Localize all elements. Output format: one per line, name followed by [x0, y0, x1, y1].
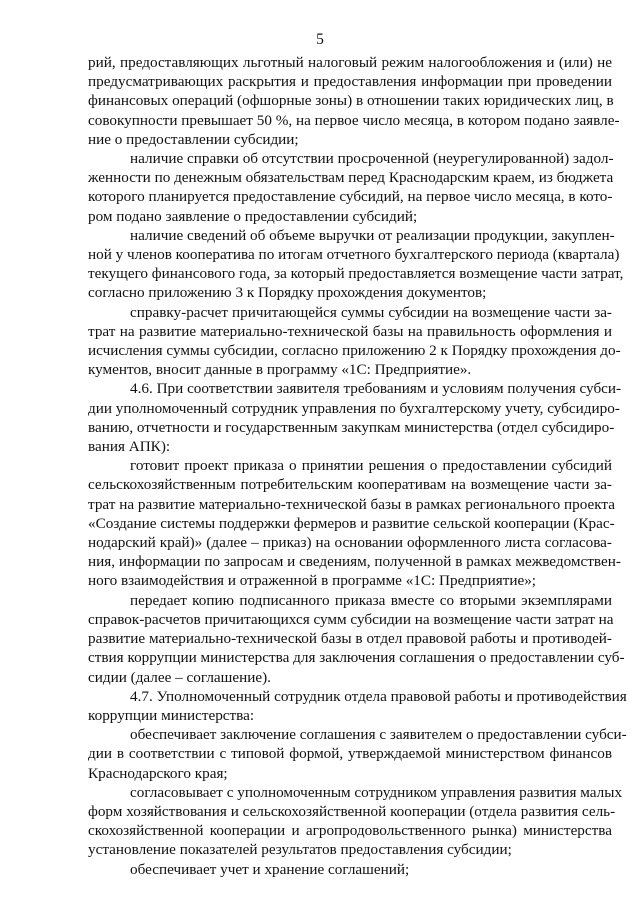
text-line: готовит проект приказа о принятии решения о предоставлении субсидий — [130, 457, 612, 475]
paragraph — [88, 53, 620, 149]
text-line: 4.7. Уполномоченный сотрудник отдела правовой работы и противодействия — [130, 687, 627, 705]
text-line: исчисления суммы субсидии, согласно приложению 2 к Порядку прохождения до- — [88, 342, 621, 360]
paragraph — [88, 149, 612, 226]
text-line: вания АПК): — [88, 438, 171, 456]
text-line: трат на развитие материально-технической базы на правильность оформления и — [88, 322, 612, 340]
text-line: финансовых операций (офшорные зоны) в отношении таких юридических лиц, в — [88, 92, 614, 110]
text-line: дии уполномоченный сотрудник управления по бухгалтерскому учету, субсидиро- — [88, 399, 620, 417]
text-line: которого планируется предоставление субсидий, на первое число месяца, в кото- — [88, 188, 613, 206]
text-line: сельскохозяйственным потребительским кооперативам на возмещение части за- — [88, 476, 612, 494]
text-line: согласно приложению 3 к Порядку прохождения документов; — [88, 284, 487, 302]
text-line: установление показателей результатов предоставления субсидии; — [88, 841, 512, 859]
paragraph — [88, 456, 621, 590]
text-line: текущего финансового года, за который предоставляется возмещение части затрат, — [88, 265, 624, 283]
paragraph — [88, 379, 622, 456]
text-line: совокупности превышает 50 %, на первое число месяца, в котором подано заявле- — [88, 111, 620, 129]
text-line: обеспечивает учет и хранение соглашений; — [130, 860, 410, 878]
text-line: нодарский край)» (далее – приказ) на основании оформленного листа согласова- — [88, 534, 612, 552]
text-line: согласовывает с уполномоченным сотрудником управления развития малых — [130, 783, 623, 801]
text-line: справок-расчетов причитающихся сумм субсидии на возмещение части затрат на — [88, 610, 614, 628]
text-line: ного взаимодействия и отраженной в программе «1С: Предприятие»; — [88, 572, 537, 590]
text-line: рий, предоставляющих льготный налоговый режим налогообложения и (или) не — [88, 54, 612, 71]
text-line: Краснодарского края; — [88, 764, 228, 782]
text-line: развитие материально-технической базы в отдел правовой работы и противодей- — [88, 630, 612, 648]
paragraph — [88, 303, 621, 380]
text-line: предусматривающих раскрытия и предоставления информации при проведении — [88, 73, 612, 91]
text-line: ствия коррупции министерства для заключения соглашения о предоставлении суб- — [88, 649, 625, 667]
paragraph — [88, 725, 627, 783]
text-line: справку-расчет причитающейся суммы субсидии на возмещение части за- — [130, 303, 612, 321]
paragraph — [88, 591, 625, 687]
text-line: передает копию подписанного приказа вместе со вторыми экземплярами — [130, 591, 612, 609]
text-line: ния, информации по запросам и сведениям, полученной в рамках межведомствен- — [88, 553, 621, 571]
paragraph — [88, 783, 623, 860]
text-line: кументов, вносит данные в программу «1С: Предприятие». — [88, 361, 472, 379]
text-line: сидии (далее – соглашение). — [88, 668, 271, 686]
text-line: обеспечивает заключение соглашения с заявителем о предоставлении субси- — [130, 726, 627, 744]
text-line: ной у членов кооператива по итогам отчетного бухгалтерского периода (квартала) — [88, 246, 620, 264]
text-line: «Создание системы поддержки фермеров и развитие сельской кооперации (Крас- — [88, 514, 615, 532]
text-line: наличие сведений об объеме выручки от реализации продукции, закуплен- — [130, 226, 615, 244]
text-line: дии в соответствии с типовой формой, утверждаемой министерством финансов — [88, 745, 612, 763]
page-number: 5 — [316, 31, 324, 48]
text-line: ние о предоставлении субсидии; — [88, 130, 299, 148]
text-line: ром подано заявление о предоставлении субсидий; — [88, 207, 418, 225]
text-line: наличие справки об отсутствии просроченной (неурегулированной) задол- — [130, 150, 614, 168]
text-line: форм хозяйствования и сельскохозяйственной кооперации (отдела развития сель- — [88, 802, 616, 820]
document-body — [88, 53, 627, 879]
text-line: ванию, отчетности и государственным закупкам министерства (отдел субсидиро- — [88, 418, 615, 436]
text-line: скохозяйственной кооперации и агропродовольственного рынка) министерства — [88, 822, 612, 840]
text-line: 4.6. При соответствии заявителя требованиям и условиям получения субси- — [130, 380, 622, 398]
text-line: женности по денежным обязательствам перед Краснодарским краем, из бюджета — [88, 169, 614, 187]
paragraph — [88, 226, 624, 303]
text-line: трат на развитие материально-технической базы в рамках регионального проекта — [88, 495, 615, 513]
text-line: коррупции министерства: — [88, 706, 255, 724]
paragraph — [88, 860, 612, 879]
paragraph — [88, 687, 627, 725]
